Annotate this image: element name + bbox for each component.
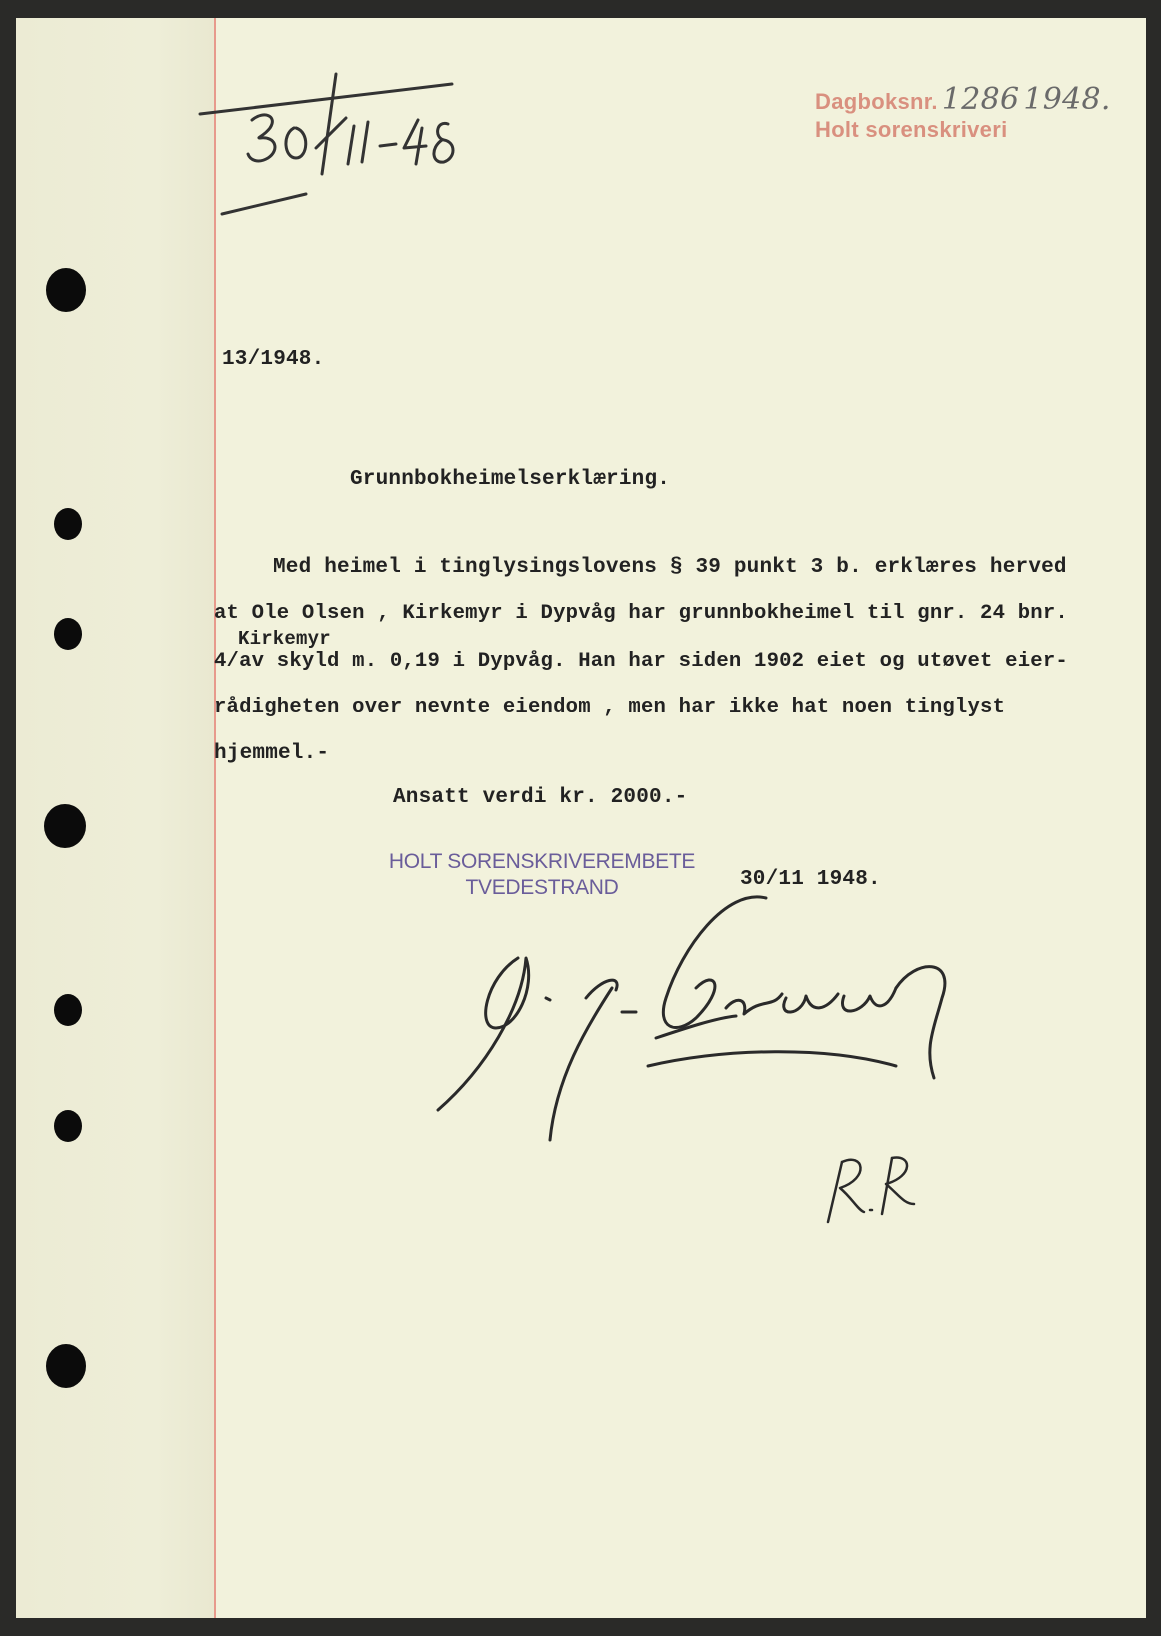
punch-hole [44,804,86,848]
registry-stamp-number: 1286 [941,82,1020,117]
punch-hole [46,268,86,312]
assessed-value: Ansatt verdi kr. 2000.- [393,786,688,809]
punch-hole [54,508,82,540]
body-line-insert: Kirkemyr [238,628,331,650]
signature [426,878,986,1168]
registry-stamp [815,82,1111,144]
registry-stamp-year: 1948. [1023,82,1111,117]
handwritten-date [186,54,466,234]
office-stamp-line2: TVEDESTRAND [465,876,619,899]
margin-line [214,18,216,1618]
initials [824,1148,924,1228]
body-line-2: at Ole Olsen , Kirkemyr i Dypvåg har grunnbokheimel til gnr. 24 bnr. [214,602,1068,625]
punch-hole [54,994,82,1026]
body-line-1: Med heimel i tinglysingslovens § 39 punkt 3 b. erklæres herved [273,556,1067,579]
registry-stamp-prefix: Dagboksnr. [815,89,938,114]
signing-date: 30/11 1948. [740,868,881,891]
body-line-3: 4/av skyld m. 0,19 i Dypvåg. Han har siden 1902 eiet og utøvet eier- [214,650,1068,673]
punch-hole [54,618,82,650]
body-line-4: rådigheten over nevnte eiendom , men har ikke hat noen tinglyst [214,696,1006,719]
document-page [16,18,1146,1618]
office-stamp-line1: HOLT SORENSKRIVEREMBETE [388,850,696,873]
case-number: 13/1948. [222,348,325,371]
punch-hole [46,1344,86,1388]
document-title: Grunnbokheimelserklæring. [350,468,671,491]
body-line-5: hjemmel.- [214,742,330,765]
punch-hole [54,1110,82,1142]
registry-stamp-office: Holt sorenskriveri [815,117,1008,142]
